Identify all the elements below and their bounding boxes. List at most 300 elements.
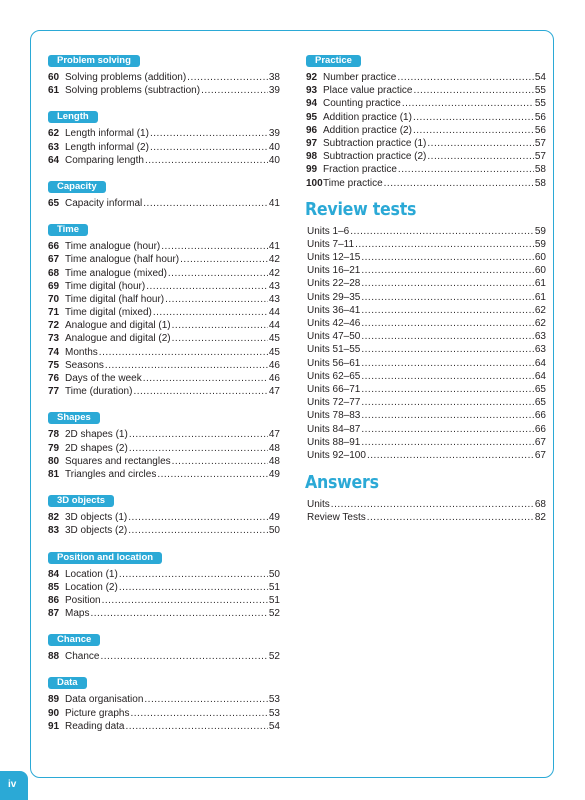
entry-page: 60	[534, 252, 546, 264]
entry-page: 46	[268, 359, 280, 371]
dot-leader	[119, 568, 268, 581]
dot-leader	[150, 127, 268, 140]
toc-entry[interactable]	[48, 707, 280, 720]
toc-entry[interactable]	[306, 396, 546, 409]
toc-entry[interactable]	[306, 383, 546, 396]
dot-leader	[129, 442, 268, 455]
unit-number: 64	[48, 154, 60, 166]
entry-page: 61	[534, 291, 546, 303]
dot-leader	[402, 97, 534, 110]
entry-title: 2D shapes (2)	[65, 442, 128, 454]
dot-leader	[361, 304, 534, 317]
page-number-tab	[0, 771, 28, 800]
toc-entry[interactable]	[48, 84, 280, 97]
entry-page: 56	[534, 111, 546, 123]
entry-page: 41	[268, 197, 280, 209]
entry-title: Comparing length	[65, 154, 144, 166]
entry-title: Units 51–55	[307, 344, 361, 356]
entry-title: Triangles and circles	[65, 468, 157, 480]
dot-leader	[99, 346, 268, 359]
unit-number: 90	[48, 707, 60, 719]
entry-page: 48	[268, 455, 280, 467]
dot-leader	[361, 370, 534, 383]
entry-title: Subtraction practice (2)	[323, 151, 427, 163]
entry-page: 62	[534, 304, 546, 316]
entry-title: Review Tests	[307, 512, 366, 524]
dot-leader	[126, 720, 268, 733]
entry-page: 43	[268, 280, 280, 292]
entry-title: Units 42–46	[307, 318, 361, 329]
toc-entry[interactable]	[48, 385, 280, 398]
entry-page: 66	[534, 410, 546, 422]
entry-page: 53	[268, 694, 280, 706]
dot-leader	[102, 594, 268, 607]
toc-entry[interactable]	[306, 124, 546, 137]
toc-entry[interactable]	[48, 154, 280, 167]
unit-number: 93	[306, 85, 318, 97]
dot-leader	[161, 240, 268, 253]
toc-entry[interactable]	[48, 650, 280, 663]
entry-page: 42	[268, 254, 280, 266]
section-capacity	[48, 176, 280, 210]
unit-number: 72	[48, 320, 60, 332]
toc-entry[interactable]	[48, 607, 280, 620]
entry-title: Time analogue (mixed)	[65, 267, 167, 279]
entry-title: Position	[65, 594, 101, 606]
toc-entry[interactable]	[48, 293, 280, 306]
entry-page: 60	[534, 265, 546, 277]
unit-number: 65	[48, 197, 60, 209]
toc-entry[interactable]	[306, 225, 546, 238]
unit-number: 91	[48, 720, 60, 732]
page-number: iv	[8, 779, 17, 790]
dot-leader	[180, 253, 268, 266]
dot-leader	[361, 264, 534, 277]
section-tag: 3D objects	[48, 495, 114, 507]
entry-title: Addition practice (2)	[323, 124, 412, 136]
entry-title: Units	[307, 499, 330, 511]
dot-leader	[361, 423, 534, 436]
entry-page: 66	[534, 423, 546, 435]
toc-entry[interactable]	[306, 317, 546, 330]
answers-heading: Answers	[305, 472, 379, 494]
entry-page: 53	[268, 707, 280, 719]
toc-entry[interactable]	[306, 291, 546, 304]
unit-number: 99	[306, 164, 318, 176]
toc-entry[interactable]	[48, 581, 280, 594]
toc-entry[interactable]	[48, 240, 280, 253]
section-tag: Practice	[306, 55, 361, 67]
dot-leader	[143, 197, 268, 210]
entry-page: 44	[268, 320, 280, 332]
toc-entry[interactable]	[48, 455, 280, 468]
entry-page: 65	[534, 397, 546, 409]
section-shapes	[48, 407, 280, 481]
dot-leader	[398, 163, 534, 176]
entry-title: Time analogue (hour)	[65, 241, 161, 253]
review-tests-list	[306, 225, 546, 462]
unit-number: 84	[48, 568, 60, 580]
toc-entry[interactable]	[48, 280, 280, 293]
section-tag: Position and location	[48, 552, 162, 564]
dot-leader	[361, 396, 534, 409]
entry-title: Data organisation	[65, 694, 144, 706]
entry-title: Reading data	[65, 720, 125, 732]
entry-title: Time practice	[323, 177, 383, 189]
entry-title: Squares and rectangles	[65, 455, 171, 467]
entry-title: Units 36–41	[307, 304, 361, 316]
unit-number: 96	[306, 124, 318, 136]
unit-number: 73	[48, 333, 60, 345]
toc-entry[interactable]	[48, 141, 280, 154]
unit-number: 62	[48, 128, 60, 140]
toc-entry[interactable]	[306, 137, 546, 150]
toc-entry[interactable]	[48, 332, 280, 345]
toc-entry[interactable]	[306, 238, 546, 251]
dot-leader	[165, 293, 268, 306]
toc-entry[interactable]	[48, 693, 280, 706]
dot-leader	[172, 332, 268, 345]
section-3d-objects	[48, 490, 280, 537]
unit-number: 79	[48, 442, 60, 454]
dot-leader	[105, 359, 268, 372]
entry-page: 56	[534, 124, 546, 136]
entry-title: Time digital (half hour)	[65, 293, 165, 305]
unit-number: 78	[48, 429, 60, 441]
toc-entry[interactable]	[306, 251, 546, 264]
entry-page: 52	[268, 651, 280, 663]
toc-entry[interactable]	[306, 277, 546, 290]
entry-title: Units 88–91	[307, 436, 361, 448]
entry-page: 67	[534, 436, 546, 448]
toc-entry[interactable]	[306, 343, 546, 356]
toc-entry[interactable]	[48, 524, 280, 537]
toc-entry[interactable]	[306, 111, 546, 124]
entry-title: Seasons	[65, 359, 104, 371]
unit-number: 87	[48, 608, 60, 620]
entry-page: 55	[534, 85, 546, 97]
dot-leader	[168, 267, 268, 280]
entry-title: Units 16–21	[307, 265, 361, 277]
entry-title: Time analogue (half hour)	[65, 254, 180, 266]
entry-page: 43	[268, 293, 280, 305]
unit-number: 89	[48, 694, 60, 706]
unit-number: 69	[48, 280, 60, 292]
entry-title: Time (duration)	[65, 386, 133, 398]
entry-page: 40	[268, 141, 280, 153]
entry-title: Units 1–6	[307, 225, 350, 237]
toc-entry[interactable]	[48, 346, 280, 359]
toc-entry[interactable]	[306, 150, 546, 163]
dot-leader	[427, 137, 533, 150]
entry-title: Units 78–83	[307, 410, 361, 422]
dot-leader	[355, 238, 534, 251]
toc-entry[interactable]	[306, 449, 546, 462]
entry-title: Solving problems (addition)	[65, 72, 187, 83]
unit-number: 95	[306, 111, 318, 123]
entry-title: Time digital (hour)	[65, 280, 146, 292]
entry-title: Units 12–15	[307, 252, 361, 264]
dot-leader	[133, 385, 267, 398]
toc-entry[interactable]	[48, 71, 280, 84]
section-chance	[48, 629, 280, 663]
entry-page: 50	[268, 525, 280, 537]
unit-number: 81	[48, 468, 60, 480]
toc-entry[interactable]	[306, 370, 546, 383]
toc-entry[interactable]	[306, 177, 546, 190]
section-problem-solving	[48, 50, 280, 97]
toc-entry[interactable]	[306, 330, 546, 343]
toc-entry[interactable]	[48, 267, 280, 280]
entry-page: 68	[534, 499, 546, 511]
toc-entry[interactable]	[306, 511, 546, 524]
toc-entry[interactable]	[48, 428, 280, 441]
entry-title: Fraction practice	[323, 164, 397, 176]
section-time	[48, 219, 280, 398]
entry-page: 46	[268, 373, 280, 384]
toc-entry[interactable]	[48, 720, 280, 733]
entry-title: Capacity informal	[65, 197, 143, 209]
unit-number: 60	[48, 72, 60, 83]
entry-page: 59	[534, 225, 546, 237]
entry-page: 50	[268, 568, 280, 580]
dot-leader	[414, 84, 534, 97]
dot-leader	[130, 707, 267, 720]
entry-page: 51	[268, 581, 280, 593]
toc-entry[interactable]	[306, 163, 546, 176]
toc-entry[interactable]	[48, 468, 280, 481]
entry-title: 3D objects (1)	[65, 512, 128, 524]
toc-entry[interactable]	[48, 568, 280, 581]
dot-leader	[361, 357, 534, 370]
section-tag: Capacity	[48, 181, 106, 193]
entry-page: 63	[534, 331, 546, 343]
dot-leader	[361, 277, 534, 290]
section-data	[48, 672, 280, 733]
dot-leader	[172, 455, 268, 468]
entry-title: Location (2)	[65, 581, 118, 593]
entry-page: 59	[534, 238, 546, 250]
toc-entry[interactable]	[48, 306, 280, 319]
section-tag: Chance	[48, 634, 100, 646]
section-tag: Shapes	[48, 412, 100, 424]
entry-title: Chance	[65, 651, 100, 663]
toc-entry[interactable]	[48, 197, 280, 210]
toc-entry[interactable]	[48, 372, 280, 385]
section-length	[48, 106, 280, 167]
dot-leader	[367, 511, 534, 524]
unit-number: 70	[48, 293, 60, 305]
dot-leader	[128, 511, 268, 524]
toc-entry[interactable]	[306, 71, 546, 84]
dot-leader	[361, 251, 534, 264]
entry-page: 41	[268, 241, 280, 253]
entry-page: 47	[268, 429, 280, 441]
unit-number: 63	[48, 141, 60, 153]
entry-title: Units 56–61	[307, 357, 361, 369]
toc-entry[interactable]	[48, 442, 280, 455]
unit-number: 98	[306, 151, 318, 163]
entry-page: 52	[268, 608, 280, 620]
entry-title: Place value practice	[323, 85, 413, 97]
entry-title: Months	[65, 346, 98, 358]
entry-page: 58	[534, 164, 546, 176]
entry-page: 54	[268, 720, 280, 732]
entry-title: Picture graphs	[65, 707, 130, 719]
unit-number: 77	[48, 386, 60, 398]
dot-leader	[172, 319, 268, 332]
toc-entry[interactable]	[48, 511, 280, 524]
entry-page: 45	[268, 346, 280, 358]
entry-page: 49	[268, 468, 280, 480]
entry-title: Days of the week	[65, 373, 142, 384]
unit-number: 67	[48, 254, 60, 266]
entry-page: 49	[268, 512, 280, 524]
entry-page: 65	[534, 383, 546, 395]
unit-number: 76	[48, 373, 60, 384]
section-practice	[306, 50, 546, 190]
dot-leader	[384, 177, 534, 190]
entry-page: 54	[534, 72, 546, 83]
unit-number: 92	[306, 72, 318, 83]
entry-page: 64	[534, 370, 546, 382]
toc-entry[interactable]	[306, 409, 546, 422]
dot-leader	[150, 141, 268, 154]
entry-title: Addition practice (1)	[323, 111, 412, 123]
entry-page: 40	[268, 154, 280, 166]
dot-leader	[361, 317, 534, 330]
toc-entry[interactable]	[48, 319, 280, 332]
dot-leader	[427, 150, 533, 163]
dot-leader	[361, 330, 534, 343]
dot-leader	[129, 428, 268, 441]
entry-title: 3D objects (2)	[65, 525, 128, 537]
entry-title: Maps	[65, 608, 90, 620]
unit-number: 97	[306, 137, 318, 149]
entry-page: 45	[268, 333, 280, 345]
toc-entry[interactable]	[306, 498, 546, 511]
entry-title: Solving problems (subtraction)	[65, 85, 201, 97]
entry-title: Location (1)	[65, 568, 118, 580]
entry-page: 55	[534, 98, 546, 110]
unit-number: 83	[48, 525, 60, 537]
answers-list	[306, 498, 546, 524]
toc-entry[interactable]	[48, 594, 280, 607]
entry-title: Units 22–28	[307, 278, 361, 290]
dot-leader	[413, 124, 534, 137]
dot-leader	[331, 498, 534, 511]
entry-page: 67	[534, 449, 546, 461]
dot-leader	[350, 225, 534, 238]
entry-title: Length informal (1)	[65, 128, 149, 140]
dot-leader	[187, 71, 268, 84]
unit-number: 75	[48, 359, 60, 371]
entry-page: 61	[534, 278, 546, 290]
entry-title: Length informal (2)	[65, 141, 149, 153]
dot-leader	[144, 693, 267, 706]
toc-entry[interactable]	[306, 357, 546, 370]
dot-leader	[153, 306, 268, 319]
dot-leader	[361, 383, 534, 396]
unit-number: 100	[306, 177, 323, 189]
dot-leader	[100, 650, 267, 663]
entry-title: 2D shapes (1)	[65, 429, 128, 441]
dot-leader	[397, 71, 534, 84]
toc-entry[interactable]	[48, 253, 280, 266]
toc-entry[interactable]	[48, 127, 280, 140]
unit-number: 82	[48, 512, 60, 524]
entry-title: Analogue and digital (2)	[65, 333, 171, 345]
toc-entry[interactable]	[48, 359, 280, 372]
dot-leader	[413, 111, 534, 124]
dot-leader	[367, 449, 534, 462]
dot-leader	[128, 524, 268, 537]
toc-entry[interactable]	[306, 423, 546, 436]
entry-page: 51	[268, 594, 280, 606]
toc-entry[interactable]	[306, 436, 546, 449]
review-tests-heading: Review tests	[305, 198, 417, 220]
unit-number: 86	[48, 594, 60, 606]
entry-page: 57	[534, 137, 546, 149]
entry-title: Units 84–87	[307, 423, 361, 435]
unit-number: 68	[48, 267, 60, 279]
entry-page: 62	[534, 318, 546, 329]
dot-leader	[143, 372, 268, 385]
unit-number: 61	[48, 85, 60, 97]
entry-page: 47	[268, 386, 280, 398]
dot-leader	[361, 409, 534, 422]
section-tag: Length	[48, 111, 98, 123]
unit-number: 74	[48, 346, 60, 358]
toc-entry[interactable]	[306, 84, 546, 97]
toc-entry[interactable]	[306, 264, 546, 277]
right-column	[306, 50, 546, 524]
entry-page: 82	[534, 512, 546, 524]
unit-number: 80	[48, 455, 60, 467]
dot-leader	[145, 154, 268, 167]
entry-title: Units 92–100	[307, 449, 366, 461]
unit-number: 85	[48, 581, 60, 593]
entry-title: Counting practice	[323, 98, 401, 110]
entry-title: Units 66–71	[307, 383, 361, 395]
toc-entry[interactable]	[306, 97, 546, 110]
dot-leader	[201, 84, 268, 97]
dot-leader	[157, 468, 268, 481]
entry-title: Number practice	[323, 72, 397, 83]
entry-page: 38	[268, 72, 280, 83]
toc-entry[interactable]	[306, 304, 546, 317]
dot-leader	[90, 607, 267, 620]
unit-number: 71	[48, 307, 60, 319]
entry-page: 42	[268, 267, 280, 279]
dot-leader	[119, 581, 268, 594]
dot-leader	[146, 280, 268, 293]
entry-page: 58	[534, 177, 546, 189]
entry-title: Units 72–77	[307, 397, 361, 409]
entry-title: Time digital (mixed)	[65, 307, 152, 319]
entry-title: Units 47–50	[307, 331, 361, 343]
entry-title: Units 29–35	[307, 291, 361, 303]
section-tag: Problem solving	[48, 55, 140, 67]
unit-number: 94	[306, 98, 318, 110]
dot-leader	[361, 436, 534, 449]
dot-leader	[361, 343, 534, 356]
entry-page: 39	[268, 128, 280, 140]
entry-page: 48	[268, 442, 280, 454]
entry-title: Subtraction practice (1)	[323, 137, 427, 149]
entry-title: Units 62–65	[307, 370, 361, 382]
entry-page: 57	[534, 151, 546, 163]
